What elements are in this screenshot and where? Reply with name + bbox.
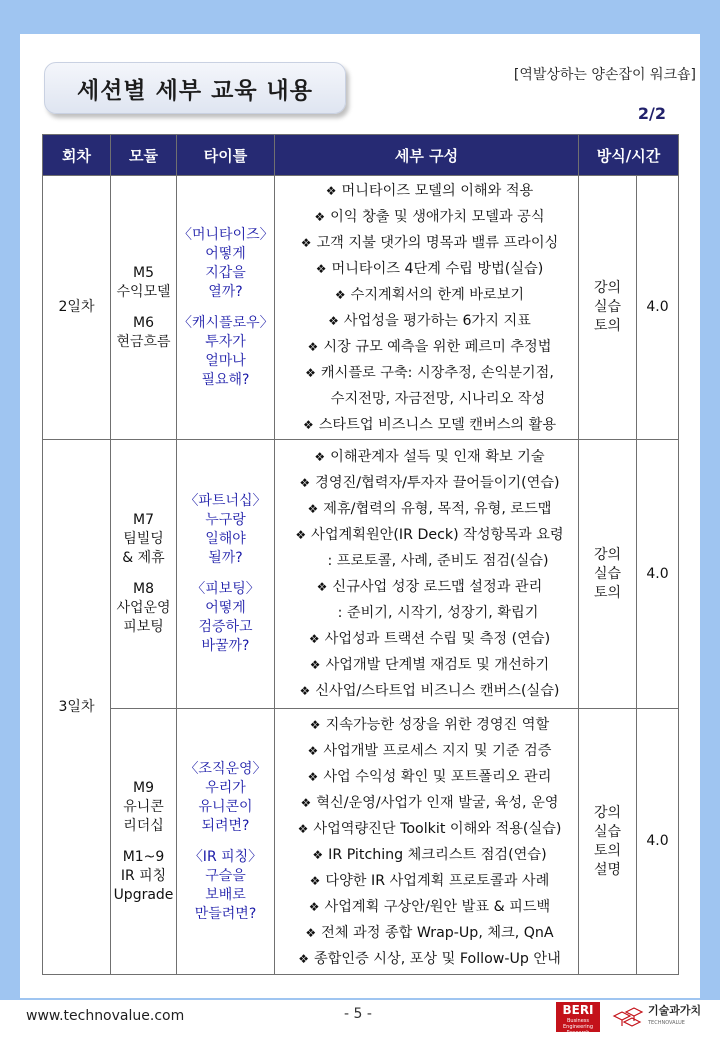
spacer	[178, 836, 273, 848]
spacer	[178, 568, 273, 580]
detail-item	[285, 764, 574, 790]
diamond-bullet-icon: ❖	[314, 209, 326, 224]
cell-line: 누구랑	[205, 512, 246, 528]
cell-line: 〈캐시플로우〉	[178, 314, 274, 331]
diamond-bullet-icon: ❖	[325, 183, 337, 198]
detail-text: 수지전망, 자금전망, 시나리오 작성	[330, 390, 546, 407]
cell-line: M7	[133, 512, 154, 528]
detail-text: : 프로토콜, 사례, 준비도 점검(실습)	[327, 553, 549, 569]
detail-item	[285, 282, 574, 308]
cube-logo-icon	[610, 1004, 646, 1030]
cell-line: 팀빌딩	[123, 531, 164, 547]
cell-line: 토의	[593, 842, 622, 859]
diamond-bullet-icon: ❖	[334, 287, 346, 302]
details-cell	[275, 440, 579, 709]
hours-cell: 4.0	[637, 709, 679, 975]
detail-item	[285, 334, 574, 360]
spacer	[112, 302, 175, 314]
detail-item	[285, 868, 574, 894]
detail-text: 사업계획원안(IR Deck) 작성항목과 요령	[311, 527, 564, 543]
diamond-bullet-icon: ❖	[297, 821, 309, 836]
detail-item	[285, 386, 574, 412]
diamond-bullet-icon: ❖	[307, 743, 319, 758]
cell-line: 토의	[593, 318, 622, 334]
table-row	[43, 440, 679, 709]
day-cell: 2일차	[43, 176, 111, 440]
detail-text: 사업 수익성 확인 및 포트폴리오 관리	[323, 768, 552, 785]
detail-text: 머니타이즈 4단계 수립 방법(실습)	[331, 260, 544, 277]
detail-item	[285, 360, 574, 386]
header-details: 세부 구성	[275, 135, 579, 176]
diamond-bullet-icon: ❖	[299, 476, 311, 490]
cell-line: 현금흐름	[116, 333, 171, 350]
diamond-bullet-icon: ❖	[309, 658, 321, 672]
detail-text: 신사업/스타트업 비즈니스 캔버스(실습)	[315, 683, 560, 699]
detail-item	[285, 652, 574, 678]
cell-line: 되려면?	[201, 817, 250, 834]
session-table	[42, 134, 679, 975]
technovalue-logo: 기술과가치 TECHNOVALUE	[610, 1002, 712, 1032]
detail-item	[285, 816, 574, 842]
cell-line: M6	[133, 314, 154, 331]
cell-line: 유니콘	[123, 798, 164, 815]
spacer	[112, 836, 175, 848]
cell-line: M8	[133, 581, 154, 597]
detail-item	[285, 230, 574, 256]
diamond-bullet-icon: ❖	[314, 450, 326, 464]
detail-text: 사업개발 단계별 재검토 및 개선하기	[325, 657, 550, 673]
spacer	[112, 568, 175, 580]
hours-cell: 4.0	[637, 176, 679, 440]
method-cell	[579, 176, 637, 440]
detail-item	[285, 256, 574, 282]
page-title: 세션별 세부 교육 내용	[44, 62, 346, 114]
detail-item	[285, 920, 574, 946]
detail-item	[285, 548, 574, 574]
cell-line: 실습	[593, 299, 622, 315]
diamond-bullet-icon: ❖	[307, 502, 319, 516]
detail-text: 경영진/협력자/투자자 끌어들이기(연습)	[315, 475, 560, 491]
detail-text: 전체 과정 종합 Wrap-Up, 체크, QnA	[321, 924, 554, 941]
cell-line: 필요해?	[201, 371, 250, 388]
diamond-bullet-icon: ❖	[308, 899, 320, 914]
cell-line: 어떻게	[205, 245, 246, 262]
spacer	[178, 302, 273, 314]
cell-line: 일해야	[205, 531, 246, 547]
cell-line: 사업운영	[116, 600, 171, 616]
table-row	[43, 709, 679, 975]
detail-item	[285, 522, 574, 548]
hours-cell: 4.0	[637, 440, 679, 709]
detail-text: 수지계획서의 한계 바로보기	[350, 286, 525, 303]
cell-line: 지갑을	[205, 264, 246, 281]
header-method: 방식/시간	[579, 135, 679, 176]
footer-url[interactable]: www.technovalue.com	[26, 1008, 185, 1024]
diamond-bullet-icon: ❖	[300, 795, 312, 810]
detail-item	[285, 178, 574, 204]
cell-line: M1~9	[122, 848, 165, 865]
workshop-name: [역발상하는 양손잡이 워크숍]	[513, 67, 696, 83]
method-cell	[579, 709, 637, 975]
cell-line: 〈피보팅〉	[191, 581, 260, 597]
cell-line: 투자가	[205, 333, 246, 350]
detail-item	[285, 946, 574, 972]
cell-line: 얼마나	[205, 352, 246, 369]
detail-item	[285, 444, 574, 470]
detail-text: 혁신/운영/사업가 인재 발굴, 육성, 운영	[316, 794, 559, 811]
detail-item	[285, 738, 574, 764]
cell-line: 강의	[593, 804, 622, 821]
detail-text: 고객 지불 댓가의 명목과 밸류 프라이싱	[316, 234, 559, 251]
detail-text: 이익 창출 및 생애가치 모델과 공식	[330, 208, 545, 225]
cell-line: 〈IR 피칭〉	[188, 848, 263, 865]
footer-page-number: - 5 -	[344, 1006, 372, 1022]
cell-line: & 제휴	[122, 550, 165, 566]
diamond-bullet-icon: ❖	[309, 873, 321, 888]
beri-logo: BERI Business Engineering Research Institute	[556, 1002, 600, 1032]
cell-line: 〈파트너십〉	[184, 493, 267, 509]
detail-item	[285, 574, 574, 600]
detail-text: : 준비기, 시작기, 성장기, 확립기	[337, 605, 539, 621]
detail-text: 스타트업 비즈니스 모델 캔버스의 활용	[318, 416, 557, 433]
cell-line: 강의	[593, 546, 622, 563]
detail-item	[285, 308, 574, 334]
cell-line: 될까?	[208, 550, 243, 566]
detail-text: 종합인증 시상, 포상 및 Follow-Up 안내	[313, 950, 561, 967]
diamond-bullet-icon: ❖	[302, 417, 314, 432]
diamond-bullet-icon: ❖	[312, 847, 324, 862]
detail-text: 시장 규모 예측을 위한 페르미 추정법	[323, 338, 552, 355]
detail-text: IR Pitching 체크리스트 점검(연습)	[328, 846, 547, 863]
title-cell	[177, 176, 275, 440]
cell-line: 보배로	[205, 886, 246, 903]
detail-text: 제휴/협력의 유형, 목적, 유형, 로드맵	[323, 501, 552, 517]
detail-item	[285, 600, 574, 626]
cell-line: 강의	[593, 280, 622, 296]
detail-text: 사업성을 평가하는 6가지 지표	[343, 312, 531, 329]
diamond-bullet-icon: ❖	[305, 365, 316, 380]
table-header-row	[43, 135, 679, 176]
day-cell: 3일차	[43, 440, 111, 975]
diamond-bullet-icon: ❖	[315, 261, 327, 276]
cell-line: 피보팅	[123, 619, 164, 635]
cell-line: 만들려면?	[194, 905, 257, 922]
diamond-bullet-icon: ❖	[299, 684, 311, 698]
cell-line: 열까?	[208, 283, 243, 300]
module-cell	[111, 176, 177, 440]
method-cell	[579, 440, 637, 709]
detail-text: 사업개발 프로세스 지지 및 기준 검증	[323, 742, 552, 759]
diamond-bullet-icon: ❖	[295, 528, 307, 542]
header-module: 모듈	[111, 135, 177, 176]
detail-text: 캐시플로 구축: 시장추정, 손익분기점,	[320, 364, 554, 381]
cell-line: 리더십	[123, 817, 164, 834]
module-cell	[111, 709, 177, 975]
detail-item	[285, 842, 574, 868]
cell-line: IR 피칭	[120, 867, 167, 884]
detail-text: 사업역량진단 Toolkit 이해와 적용(실습)	[313, 820, 562, 837]
diamond-bullet-icon: ❖	[300, 235, 312, 250]
detail-item	[285, 204, 574, 230]
detail-item	[285, 790, 574, 816]
diamond-bullet-icon: ❖	[305, 925, 317, 940]
detail-text: 사업계획 구상안/원안 발표 & 피드백	[324, 898, 551, 915]
cell-line: 수익모델	[116, 283, 171, 300]
cell-line: 유니콘이	[198, 798, 253, 815]
detail-item	[285, 712, 574, 738]
diamond-bullet-icon: ❖	[316, 580, 328, 594]
cell-line: Upgrade	[113, 886, 174, 903]
detail-text: 이해관계자 설득 및 인재 확보 기술	[330, 449, 545, 465]
header-day: 회차	[43, 135, 111, 176]
diamond-bullet-icon: ❖	[308, 632, 320, 646]
page-indicator: 2/2	[637, 104, 666, 123]
detail-text: 사업성과 트랙션 수립 및 측정 (연습)	[324, 631, 551, 647]
detail-text: 다양한 IR 사업계획 프로토콜과 사례	[325, 872, 550, 889]
details-cell	[275, 176, 579, 440]
title-cell	[177, 440, 275, 709]
detail-text: 지속가능한 성장을 위한 경영진 역할	[325, 716, 550, 733]
detail-item	[285, 412, 574, 438]
detail-item	[285, 678, 574, 704]
cell-line: 토의	[593, 584, 622, 601]
detail-item	[285, 894, 574, 920]
cell-line: 설명	[593, 861, 622, 878]
table-row	[43, 176, 679, 440]
detail-text: 머니타이즈 모델의 이해와 적용	[341, 182, 534, 199]
diamond-bullet-icon: ❖	[307, 339, 319, 354]
module-cell	[111, 440, 177, 709]
diamond-bullet-icon: ❖	[307, 769, 319, 784]
header-title: 타이틀	[177, 135, 275, 176]
detail-item	[285, 470, 574, 496]
diamond-bullet-icon: ❖	[298, 951, 309, 966]
cell-line: 〈머니타이즈〉	[178, 226, 274, 243]
diamond-bullet-icon: ❖	[309, 717, 321, 732]
cell-line: 바꿀까?	[201, 638, 250, 654]
cell-line: 검증하고	[198, 619, 253, 635]
cell-line: 실습	[593, 823, 622, 840]
cell-line: 어떻게	[205, 600, 246, 616]
title-cell	[177, 709, 275, 975]
details-cell	[275, 709, 579, 975]
detail-item	[285, 626, 574, 652]
cell-line: M9	[133, 779, 154, 796]
cell-line: 〈조직운영〉	[184, 760, 267, 777]
detail-text: 신규사업 성장 로드맵 설정과 관리	[332, 579, 543, 595]
diamond-bullet-icon: ❖	[328, 313, 339, 328]
cell-line: 실습	[593, 565, 622, 582]
cell-line: M5	[133, 264, 154, 281]
detail-item	[285, 496, 574, 522]
cell-line: 구슬을	[205, 867, 246, 884]
cell-line: 우리가	[205, 779, 246, 796]
